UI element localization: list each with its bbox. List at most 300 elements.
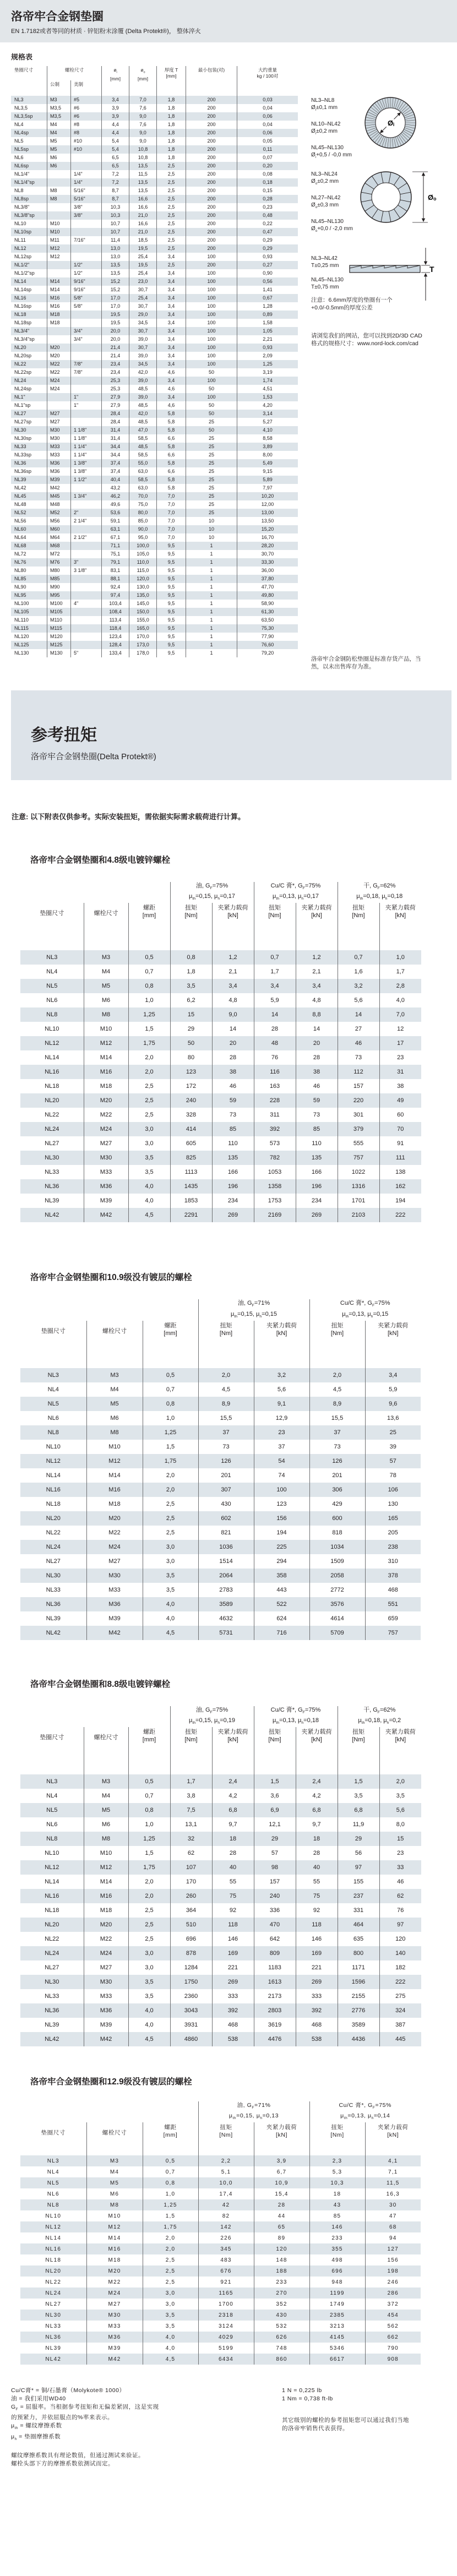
cell: 1,5 <box>143 2210 198 2221</box>
cell: 7/8" <box>71 360 102 368</box>
cell: NL12 <box>45 1040 59 1047</box>
cell: 135,0 <box>129 591 157 600</box>
cell: 118 <box>212 1918 254 1932</box>
cell: 3,0 <box>128 1946 170 1960</box>
cell: 146 <box>212 1932 254 1946</box>
cell: 10,3 <box>102 203 129 211</box>
tolerance-note: NL3–NL8 $Ø_i\pm 0,1$ mm <box>311 97 338 112</box>
cell: NL110 <box>14 617 29 623</box>
cell: 115,0 <box>129 567 157 575</box>
cell: NL14 <box>45 1054 59 1061</box>
cell <box>47 203 71 211</box>
table-row <box>20 1411 421 1425</box>
cell: 135 <box>296 1151 338 1165</box>
cell: 23 <box>254 1425 309 1440</box>
cell: NL6 <box>46 1821 58 1828</box>
cell: 7,6 <box>129 121 157 129</box>
column-header-thickness: 厚度 T [mm] <box>157 66 186 96</box>
cell: 1 <box>186 583 237 591</box>
torque-table <box>20 2101 421 2365</box>
cell: 1,0 <box>128 1817 170 1832</box>
cell <box>47 211 71 220</box>
cell: 100 <box>186 344 237 352</box>
cell: NL27 <box>14 411 26 416</box>
table-row <box>11 302 298 311</box>
cell: 60 <box>379 1108 421 1122</box>
cell: M27 <box>84 1960 128 1975</box>
table-row <box>11 294 298 302</box>
table-row <box>11 418 298 426</box>
cell: 55,0 <box>129 459 157 467</box>
cell: 46 <box>379 1875 421 1889</box>
cell: M6 <box>47 162 71 170</box>
column-header-weight: 大约重量 kg / 100对 <box>237 66 298 96</box>
cell: M14 <box>84 1875 128 1889</box>
cell: NL8sp <box>14 196 29 201</box>
cell: 3,5 <box>143 2321 198 2332</box>
cell: 11,5 <box>365 2177 421 2188</box>
table-row <box>20 993 421 1007</box>
cell: 225 <box>254 1540 309 1554</box>
spacer <box>20 882 170 903</box>
tolerance-note: NL45–NL130 $Ø_i+0,5 / -0,0$ mm <box>311 145 352 159</box>
cell: 1358 <box>254 1179 296 1194</box>
cell: NL11 <box>14 237 26 243</box>
cell: 0,5 <box>143 1368 198 1382</box>
cell: M24 <box>47 377 71 385</box>
cell: 9,0 <box>129 129 157 137</box>
cell: 7,0 <box>157 500 186 509</box>
cell: 7,0 <box>129 96 157 104</box>
cell: NL20 <box>45 1921 59 1929</box>
cell: 14 <box>212 1022 254 1036</box>
table-row <box>20 2003 421 2018</box>
cell: 3 1/8" <box>71 567 102 575</box>
cell: 25,3 <box>102 385 129 393</box>
cell: 55 <box>296 1875 338 1889</box>
cell: M3,5 <box>47 112 71 121</box>
table-row <box>20 2177 421 2188</box>
table-row <box>11 401 298 410</box>
cell: 200 <box>186 121 237 129</box>
cell: 3,4 <box>365 1368 421 1382</box>
cell: 37,4 <box>102 459 129 467</box>
cell: NL14 <box>45 2235 62 2241</box>
cell: 445 <box>379 2032 421 2046</box>
table-row <box>11 509 298 517</box>
table-row <box>20 2310 421 2321</box>
table-row <box>11 112 298 121</box>
footnote-line: 螺纹摩擦系数具有理论数值，但通过测试来验证。 <box>11 2452 144 2459</box>
cell: 0,90 <box>237 269 298 277</box>
table-row <box>20 1803 421 1817</box>
cell: 1 <box>186 641 237 649</box>
cell: 13,0 <box>102 244 129 253</box>
cell: 67,1 <box>102 533 129 542</box>
cell: 37 <box>309 1425 365 1440</box>
cell: 222 <box>379 1208 421 1222</box>
cell: 5/16" <box>71 187 102 195</box>
cell: NL3/4" <box>14 328 30 334</box>
cell: 200 <box>186 244 237 253</box>
cell: NL3/8" <box>14 204 30 210</box>
table-row <box>20 1511 421 1526</box>
cell: 1,75 <box>143 1454 198 1468</box>
cell: 1 3/8" <box>71 467 102 476</box>
table-row <box>20 1497 421 1511</box>
cell: 43 <box>309 2199 365 2210</box>
cell <box>71 244 102 253</box>
torque-table-8-8 <box>20 1706 457 2046</box>
cell <box>71 154 102 162</box>
torque-table-header <box>20 1299 421 1368</box>
spacer <box>20 1706 170 1727</box>
cell: M42 <box>86 1626 143 1640</box>
cell: 1,25 <box>237 360 298 368</box>
cell: M52 <box>47 509 71 517</box>
cell: 1284 <box>170 1960 212 1975</box>
cell: NL20 <box>45 1097 59 1104</box>
cell: NL105 <box>14 609 29 614</box>
cell: 4476 <box>254 2032 296 2046</box>
cell: 0,20 <box>237 162 298 170</box>
cell: 118,4 <box>102 624 129 633</box>
cell: 2,0 <box>143 1468 198 1483</box>
table-row <box>20 1440 421 1454</box>
cell: 1,05 <box>237 327 298 335</box>
cell: 1613 <box>254 1975 296 1989</box>
cell: M8 <box>86 2199 143 2210</box>
column-header-us: 美制 <box>71 80 102 96</box>
cell: 10,7 <box>102 228 129 236</box>
table-row <box>20 2210 421 2221</box>
table-row <box>20 1368 421 1382</box>
cell: 200 <box>186 162 237 170</box>
cell: 602 <box>198 1511 254 1526</box>
cell: 28,4 <box>102 418 129 426</box>
cell: 2,5 <box>157 261 186 269</box>
cell: NL10 <box>14 221 26 226</box>
cell: 0,5 <box>143 2155 198 2166</box>
cell: NL39 <box>45 1197 59 1205</box>
cell: NL24 <box>45 1126 59 1133</box>
cell: 3,9 <box>102 104 129 112</box>
cell: 19,5 <box>102 319 129 327</box>
cell: 240 <box>254 1889 296 1903</box>
table-row <box>11 352 298 360</box>
cell: 16,6 <box>129 220 157 228</box>
column-header: 夹紧力载荷 [kN] <box>296 1727 338 1774</box>
cell: 25 <box>186 434 237 443</box>
cell: 29 <box>338 1832 379 1846</box>
cell <box>71 641 102 649</box>
cell: NL12 <box>45 1864 59 1871</box>
cell: 3,4 <box>157 311 186 319</box>
cell: 21,4 <box>102 352 129 360</box>
cell: 1,8 <box>157 96 186 104</box>
cell: 3213 <box>309 2321 365 2332</box>
cell: NL27 <box>45 1140 59 1147</box>
cell: 39,0 <box>129 352 157 360</box>
cell: NL45 <box>14 493 26 499</box>
cell: 5346 <box>309 2343 365 2354</box>
cell: 9,5 <box>157 583 186 591</box>
spec-section <box>11 66 457 670</box>
table-row <box>20 2166 421 2177</box>
cell: 5/8" <box>71 294 102 302</box>
table-row <box>20 1817 421 1832</box>
cell: 48,5 <box>129 401 157 410</box>
cell: 9,5 <box>157 567 186 575</box>
cell: 4860 <box>170 2032 212 2046</box>
cell <box>47 178 71 187</box>
column-header: 扭矩 [Nm] <box>254 903 296 950</box>
table-row <box>11 195 298 203</box>
cell: 17,0 <box>102 302 129 311</box>
cell: 1,8 <box>170 965 212 979</box>
table-row <box>11 393 298 401</box>
cell: M10 <box>86 2210 143 2221</box>
cell: 10,0 <box>198 2177 254 2188</box>
cell: 600 <box>309 1511 365 1526</box>
cell: 58,5 <box>129 451 157 459</box>
cell: 80 <box>170 1050 212 1065</box>
cell: 555 <box>338 1136 379 1151</box>
column-header: 垫圈尺寸 <box>40 910 64 917</box>
cell: 0,03 <box>237 96 298 104</box>
cell: 50 <box>186 385 237 393</box>
table-row <box>20 1774 421 1789</box>
cell: 113,4 <box>102 616 129 624</box>
cell: 2,0 <box>143 2243 198 2254</box>
column-header: 夹紧力载荷 [kN] <box>365 1321 421 1368</box>
cell: 1 1/2" <box>71 476 102 484</box>
cell: 42,0 <box>129 368 157 377</box>
cell: M14 <box>84 1050 128 1065</box>
table-row <box>11 277 298 286</box>
cell: 1 <box>186 600 237 608</box>
cell: 2058 <box>309 1569 365 1583</box>
cell: M18 <box>86 2254 143 2265</box>
cell: 3,5 <box>338 1789 379 1803</box>
cell: M68 <box>47 542 71 550</box>
cell: 9,5 <box>157 542 186 550</box>
legend-list <box>11 2387 257 2443</box>
table-row <box>11 236 298 244</box>
cell: 2" <box>71 509 102 517</box>
cell: 100 <box>186 302 237 311</box>
cell: NL85 <box>14 576 26 581</box>
cell: NL27 <box>45 2301 62 2307</box>
footnote-line: 1 N = 0,225 lb <box>282 2387 322 2394</box>
cell: 146 <box>296 1932 338 1946</box>
table-row <box>20 1889 421 1903</box>
column-header-bolt: 螺栓尺寸 <box>47 66 102 80</box>
friction-note-list <box>11 2452 257 2468</box>
cell: 205 <box>365 1526 421 1540</box>
cell: NL18 <box>45 2257 62 2263</box>
cell <box>71 616 102 624</box>
cell: 4,8 <box>212 993 254 1007</box>
cell: 25 <box>186 476 237 484</box>
cell: 6,5 <box>102 162 129 170</box>
cell: M72 <box>47 550 71 558</box>
cell: NL18 <box>14 312 26 317</box>
table-row <box>20 1860 421 1875</box>
cell: M30 <box>47 426 71 434</box>
cell: M12 <box>86 1454 143 1468</box>
cell: 3,0 <box>128 1122 170 1136</box>
cell: 3,4 <box>157 344 186 352</box>
cell: 1,5 <box>128 1022 170 1036</box>
cell <box>71 591 102 600</box>
cell: 3,5 <box>143 2310 198 2321</box>
cell: 170,0 <box>129 633 157 641</box>
cell: 0,11 <box>237 145 298 154</box>
cell: NL22 <box>14 361 26 367</box>
cell: NL1/2"sp <box>14 270 35 276</box>
footnote-line: 油 = 我们采用WD40 <box>11 2395 66 2403</box>
table-row <box>11 426 298 434</box>
cell: 1 1/8" <box>71 426 102 434</box>
cell: 75,1 <box>102 550 129 558</box>
cell: 47 <box>365 2210 421 2221</box>
cell: 15 <box>170 1007 212 1022</box>
cell: 1,8 <box>157 145 186 154</box>
footnotes-left <box>11 2387 257 2468</box>
cell: 1,8 <box>157 112 186 121</box>
cell: 468 <box>365 1583 421 1597</box>
cell <box>47 335 71 344</box>
cell: 48,5 <box>129 443 157 451</box>
cell: NL4 <box>47 2169 59 2175</box>
cell: 14 <box>338 1007 379 1022</box>
cell: 48,5 <box>129 385 157 393</box>
torque-table-body <box>20 2155 421 2365</box>
cell: 39,0 <box>129 335 157 344</box>
cell: 23 <box>379 1846 421 1860</box>
table-row <box>20 1989 421 2003</box>
cell: 7,2 <box>102 178 129 187</box>
cell: 106 <box>365 1483 421 1497</box>
cell: 0,27 <box>237 261 298 269</box>
cell: 9,5 <box>157 608 186 616</box>
inner-diameter-tolerances <box>311 97 352 168</box>
table-row <box>11 500 298 509</box>
cell: 165 <box>365 1511 421 1526</box>
cell: 120 <box>379 1932 421 1946</box>
cell: 83,1 <box>102 567 129 575</box>
cell: 59 <box>212 1093 254 1108</box>
cell: 269 <box>296 1975 338 1989</box>
cell: 2,5 <box>157 187 186 195</box>
cell: NL1/4"sp <box>14 179 35 185</box>
cell: 58,90 <box>237 600 298 608</box>
cell: 9,5 <box>157 616 186 624</box>
cell: 5,4 <box>102 145 129 154</box>
footnote-line: Cu/C膏* = 铜/石墨膏（Molykote® 1000） <box>11 2387 126 2394</box>
cell: 34,4 <box>102 451 129 459</box>
cell: 8,00 <box>237 451 298 459</box>
cell: M120 <box>47 633 71 641</box>
cell: 123,4 <box>102 633 129 641</box>
cell: M18 <box>47 311 71 319</box>
cell: NL3,5sp <box>14 113 33 119</box>
cell: 355 <box>309 2243 365 2254</box>
cell: 4,4 <box>102 121 129 129</box>
cell: 116 <box>254 1065 296 1079</box>
cell: 48,5 <box>129 418 157 426</box>
cell: 27 <box>338 1022 379 1036</box>
cell: 28,4 <box>102 410 129 418</box>
torque-table-title: 洛帝牢合金钢垫圈和12.9级没有镀层的螺栓 <box>30 2077 192 2087</box>
table-row <box>20 1468 421 1483</box>
table-row <box>20 979 421 993</box>
table-row <box>11 211 298 220</box>
cell: 6,9 <box>254 1803 296 1817</box>
table-row <box>11 476 298 484</box>
table-row <box>20 1583 421 1597</box>
table-row <box>20 1789 421 1803</box>
spec-table-header <box>11 66 298 96</box>
cell: NL33 <box>14 444 26 449</box>
table-row <box>20 1597 421 1611</box>
cell: 1316 <box>338 1179 379 1194</box>
cell: 97,4 <box>102 591 129 600</box>
cell: NL16 <box>46 1486 61 1493</box>
cell: 173,0 <box>129 641 157 649</box>
table-row <box>11 434 298 443</box>
cell: 3,0 <box>128 1960 170 1975</box>
cell: M14 <box>86 2232 143 2243</box>
cell: 0,7 <box>338 950 379 965</box>
column-header: 扭矩 [Nm] <box>309 2122 365 2155</box>
cell: 352 <box>254 2299 309 2310</box>
cell: 37,4 <box>102 467 129 476</box>
cell: 2,5 <box>157 195 186 203</box>
cell: 100 <box>186 327 237 335</box>
table-row <box>11 137 298 145</box>
cell: M42 <box>84 2032 128 2046</box>
cell: 470 <box>254 1918 296 1932</box>
cell: 27,9 <box>102 401 129 410</box>
cell: 4,6 <box>157 368 186 377</box>
cell: 1/2" <box>71 261 102 269</box>
cell: 200 <box>186 145 237 154</box>
cell: 0,89 <box>237 311 298 319</box>
cell: 3,9 <box>102 112 129 121</box>
cell: 13,5 <box>129 187 157 195</box>
washer-inner-face-diagram <box>360 92 425 154</box>
cell: NL22sp <box>14 369 32 375</box>
cell: M8 <box>86 1425 143 1440</box>
cell: NL33sp <box>14 452 32 458</box>
page-subtitle: EN 1.7182或者等同的材质 · 锌铝粉末涂覆 (Delta Protekt®)， 整体淬火 <box>11 28 201 35</box>
cell: NL27sp <box>14 419 32 424</box>
unit-conversion-list <box>282 2387 446 2403</box>
cell: 9,5 <box>157 633 186 641</box>
table-row <box>11 385 298 393</box>
cell: 79,1 <box>102 558 129 567</box>
cell: 157 <box>254 1875 296 1889</box>
cell: 7,97 <box>237 484 298 492</box>
cell <box>71 583 102 591</box>
cell: 0,47 <box>237 228 298 236</box>
column-header: 螺栓尺寸 <box>86 2122 143 2155</box>
cell <box>71 624 102 633</box>
cell: M16 <box>86 2243 143 2254</box>
cell: 3,5 <box>143 1583 198 1597</box>
